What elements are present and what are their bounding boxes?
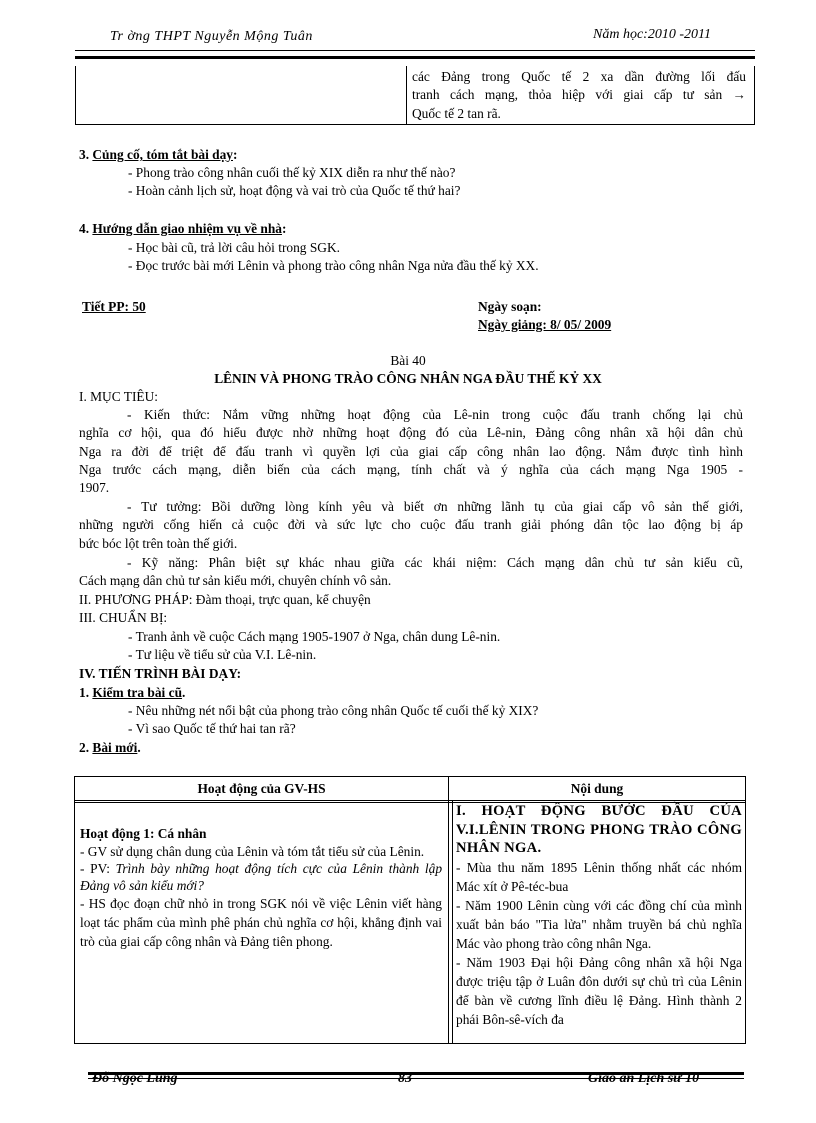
list-item: - Vì sao Quốc tế thứ hai tan rã? bbox=[128, 721, 296, 736]
para-line: - Tư tưởng: Bồi dưỡng lòng kính yêu và biết ơn những lãnh tụ của giai cấp vô sản thế giới, bbox=[127, 499, 743, 514]
list-item: - Hoàn cảnh lịch sử, hoạt động và vai trò của Quốc tế thứ hai? bbox=[128, 183, 461, 198]
section-4-heading bbox=[79, 220, 286, 238]
school-year: Năm học:2010 -2011 bbox=[593, 27, 711, 42]
section-colon: : bbox=[281, 221, 287, 236]
para-line: những người cống hiến cả cuộc đời và sức lực cho cuộc đấu tranh giải phóng dân tộc lao động bị áp bbox=[79, 517, 743, 533]
pv-prefix: - PV: bbox=[80, 861, 116, 877]
section-title: Hướng dẫn giao nhiệm vụ về nhà bbox=[92, 221, 282, 236]
activity-title: Hoạt động 1: Cá nhân bbox=[80, 826, 207, 841]
ky-nang-paragraph bbox=[79, 554, 743, 591]
para-line: - Kỹ năng: Phân biệt sự khác nhau giữa các khái niệm: Cách mạng dân chủ tư sản kiểu cũ, bbox=[127, 555, 743, 570]
para-line: nghĩa cơ hội, qua đó hiểu được nhờ những hoạt động đó của Lê-nin, Đảng công nhân xã hội dân chủ bbox=[79, 425, 743, 441]
chuan-bi-heading: III. CHUẨN BỊ: bbox=[79, 610, 168, 625]
section-dot: . bbox=[137, 740, 141, 755]
ngay-soan: Ngày soạn: bbox=[478, 299, 542, 314]
para-line: - Kiến thức: Nắm vững những hoạt động của Lê-nin trong cuộc đấu tranh chống lại chủ bbox=[127, 407, 743, 422]
list-item: - Tư liệu về tiểu sử của V.I. Lê-nin. bbox=[128, 647, 317, 662]
col-header-activity: Hoạt động của GV-HS bbox=[197, 781, 326, 796]
cell-line: tranh cách mạng, thỏa hiệp với giai cấp tư sản → bbox=[412, 87, 746, 103]
section-number: 1. bbox=[79, 685, 93, 700]
tu-tuong-paragraph bbox=[79, 498, 743, 553]
phuong-phap: II. PHƯƠNG PHÁP: Đàm thoại, trực quan, kể chuyện bbox=[79, 592, 371, 607]
content-heading: I. HOẠT ĐỘNG BƯỚC ĐẦU CỦA V.I.LÊNIN TRONG PHONG TRÀO CÔNG NHÂN NGA. bbox=[456, 803, 742, 856]
section-number: 4. bbox=[79, 221, 93, 236]
col-header-content: Nội dung bbox=[570, 781, 624, 796]
lesson-title: LÊNIN VÀ PHONG TRÀO CÔNG NHÂN NGA ĐẦU THẾ KỶ XX bbox=[214, 371, 602, 386]
list-item: - Phong trào công nhân cuối thế kỷ XIX diễn ra như thế nào? bbox=[128, 165, 456, 180]
bai-moi-heading bbox=[79, 739, 141, 757]
muc-tieu-heading: I. MỤC TIÊU: bbox=[79, 389, 158, 404]
cell-line: các Đảng trong Quốc tế 2 xa dần đường lối đấu bbox=[412, 69, 746, 84]
continuation-table bbox=[75, 66, 755, 125]
para-line: Nga trước cách mạng, diễn biến của cách mạng, tính chất và ý nghĩa của cách mạng Nga 1905 - bbox=[79, 461, 743, 477]
list-item: - Học bài cũ, trả lời câu hỏi trong SGK. bbox=[128, 240, 340, 255]
kiem-tra-heading bbox=[79, 684, 185, 702]
section-title: Củng cố, tóm tắt bài dạy bbox=[92, 147, 233, 162]
table-divider bbox=[452, 800, 453, 1043]
para-line: 1907. bbox=[79, 480, 110, 496]
page-number: 83 bbox=[398, 1071, 412, 1086]
list-item: - Tranh ảnh về cuộc Cách mạng 1905-1907 ở Nga, chân dung Lê-nin. bbox=[128, 629, 501, 644]
section-title: Kiểm tra bài cũ bbox=[92, 685, 183, 700]
activity-paragraph: - HS đọc đoạn chữ nhỏ in trong SGK nói về việc Lênin viết hàng loạt tác phẩm của mình phê phán chủ nghĩa cơ hội, khẳng định vai trò của giai cấp công nhân và Đảng tiên phong. bbox=[80, 896, 442, 950]
tien-trinh-heading: IV. TIẾN TRÌNH BÀI DẠY: bbox=[79, 666, 242, 681]
section-dot: . bbox=[182, 685, 186, 700]
tiet-pp: Tiết PP: 50 bbox=[82, 299, 146, 314]
content-paragraph: - Năm 1903 Đại hội Đảng công nhân xã hội Nga được triệu tập ở Luân đôn dưới sự chủ trì của Lênin để bàn về cương lĩnh điều lệ Đảng. Hình thành 2 phái Bôn-sê-vích đa bbox=[456, 954, 742, 1028]
section-number: 2. bbox=[79, 740, 93, 755]
ngay-giang: Ngày giảng: 8/ 05/ 2009 bbox=[478, 317, 612, 332]
continuation-cell bbox=[412, 68, 746, 123]
table-divider bbox=[448, 777, 449, 1043]
header-rule-thick bbox=[75, 56, 755, 59]
list-item: - Đọc trước bài mới Lênin và phong trào công nhân Nga nửa đầu thế kỷ XX. bbox=[128, 258, 539, 273]
section-3-heading bbox=[79, 146, 237, 164]
para-line: bức bóc lột trên toàn thế giới. bbox=[79, 535, 238, 551]
para-line: Cách mạng dân chủ tư sản kiểu mới, chuyên chính vô sản. bbox=[79, 573, 392, 589]
lesson-number: Bài 40 bbox=[390, 353, 426, 368]
section-number: 3. bbox=[79, 147, 93, 162]
list-item: - Nêu những nét nổi bật của phong trào công nhân Quốc tế cuối thế kỷ XIX? bbox=[128, 703, 539, 718]
header-rule-thin bbox=[75, 50, 755, 51]
content-paragraph: - Năm 1900 Lênin cùng với các đồng chí của mình xuất bản báo "Tia lửa" nhằm truyền bá chủ nghĩa Mác vào phong trào công nhân Nga. bbox=[456, 897, 742, 951]
kien-thuc-paragraph bbox=[79, 406, 743, 497]
lesson-table bbox=[74, 776, 746, 1044]
footer-subject: Giáo án Lịch sử 10 bbox=[588, 1071, 700, 1086]
table-divider bbox=[406, 66, 407, 124]
school-name: Tr ờng THPT Nguyễn Mộng Tuân bbox=[110, 29, 313, 44]
activity-cell bbox=[80, 825, 442, 951]
pv-question: Trình bày những hoạt động tích cực của Lênin thành lập Đảng vô sản kiểu mới? bbox=[80, 861, 443, 894]
content-cell bbox=[456, 802, 742, 1029]
section-title: Bài mới bbox=[92, 740, 138, 755]
activity-question bbox=[80, 860, 442, 894]
footer-author: Đỗ Ngọc Lung bbox=[92, 1071, 178, 1086]
cell-line: Quốc tế 2 tan rã. bbox=[412, 105, 501, 121]
activity-paragraph: - GV sử dụng chân dung của Lênin và tóm tắt tiểu sử của Lênin. bbox=[80, 844, 425, 860]
content-paragraph: - Mùa thu năm 1895 Lênin thống nhất các nhóm Mác xít ở Pê-téc-bua bbox=[456, 859, 742, 894]
para-line: Nga ra đời để triệt để đấu tranh vì quyền lợi của giai cấp công nhân lao động. Nắm được tình hình bbox=[79, 443, 743, 459]
section-colon: : bbox=[233, 147, 238, 162]
